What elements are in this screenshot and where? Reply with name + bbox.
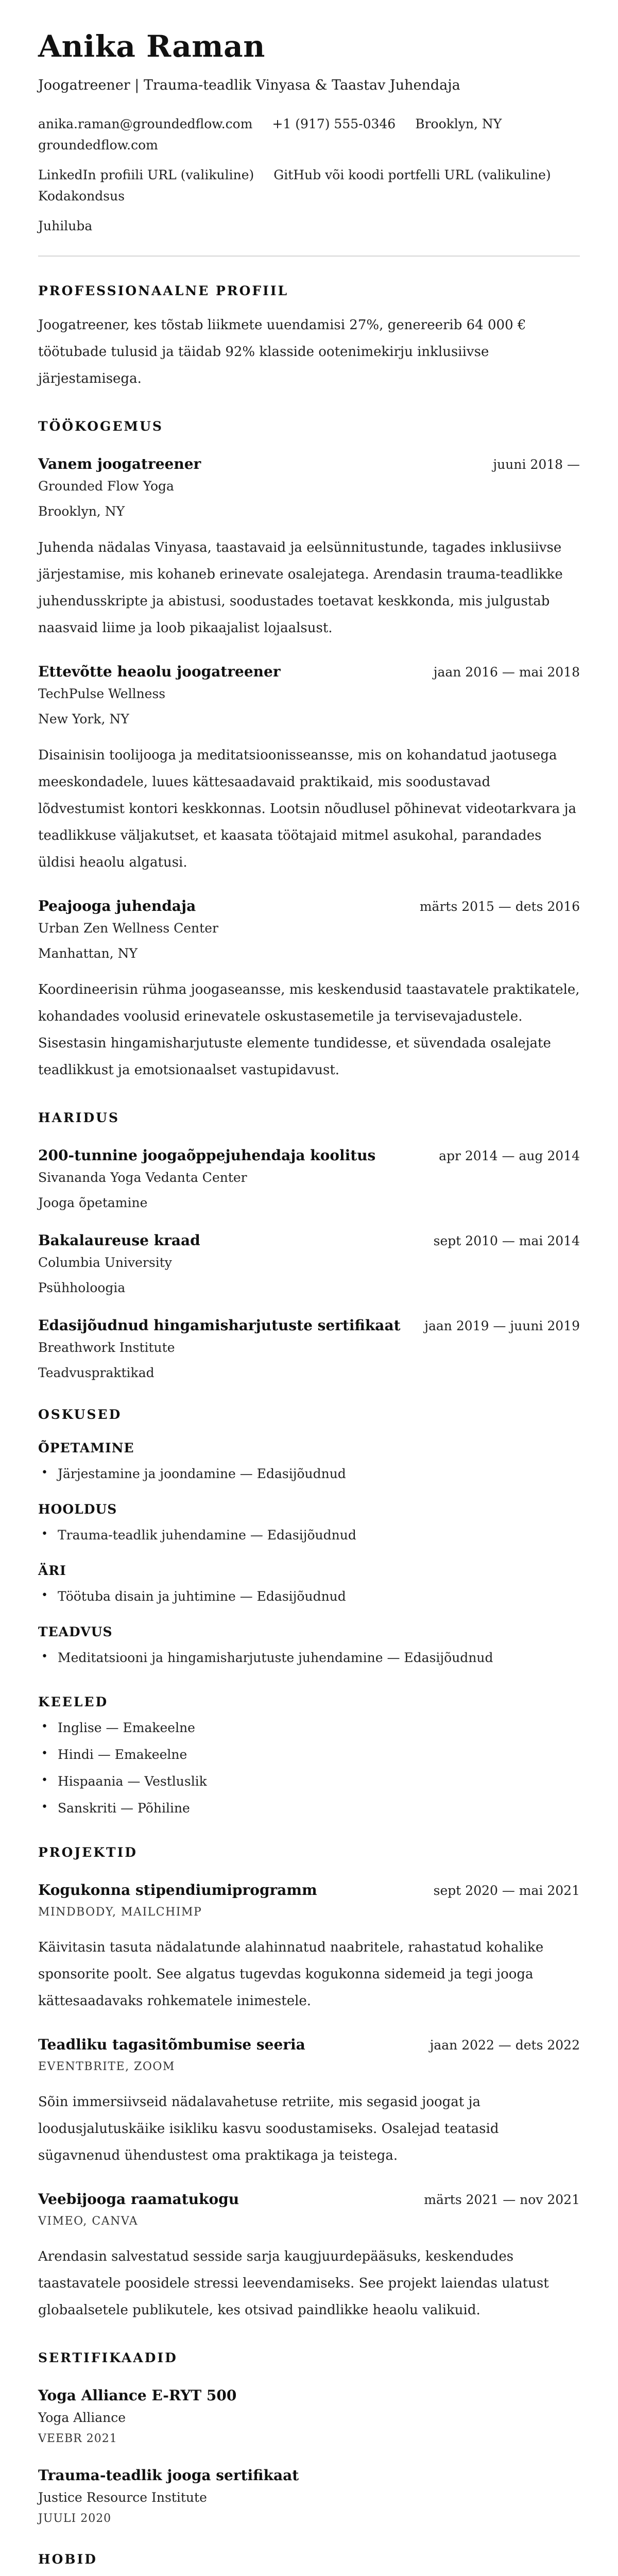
- project-entry: [38, 2191, 580, 2324]
- contact-item: Juhiluba: [38, 218, 92, 235]
- resume-page: [38, 29, 580, 2576]
- contact-item: LinkedIn profiili URL (valikuline): [38, 167, 254, 184]
- education-school: Breathwork Institute: [38, 1340, 580, 1355]
- education-title: Bakalaureuse kraad: [38, 1232, 200, 1249]
- section-experience: [38, 419, 580, 1083]
- header-divider: [38, 256, 580, 257]
- certification-date: JUULI 2020: [38, 2512, 580, 2525]
- certification-entry: [38, 2387, 580, 2445]
- skill-group-label: TEADVUS: [38, 1624, 580, 1639]
- contact-block: [38, 116, 580, 235]
- language-list: [38, 1719, 580, 1818]
- contact-row-1: [38, 116, 580, 154]
- certification-entry: [38, 2467, 580, 2525]
- entry-header: [38, 897, 580, 914]
- entry-header: [38, 1232, 580, 1249]
- education-title: 200-tunnine joogaõppejuhendaja koolitus: [38, 1147, 375, 1164]
- section-languages: [38, 1694, 580, 1818]
- language-item: • Hispaania — Vestluslik: [38, 1772, 580, 1791]
- experience-entry: [38, 897, 580, 1083]
- project-title: Kogukonna stipendiumiprogramm: [38, 1882, 317, 1899]
- job-location: Brooklyn, NY: [38, 504, 580, 519]
- skill-item: • Meditatsiooni ja hingamisharjutuste juhendamine — Edasijõudnud: [38, 1649, 580, 1667]
- section-hobbies: [38, 2552, 580, 2576]
- job-company: TechPulse Wellness: [38, 686, 580, 701]
- certification-title: Trauma-teadlik jooga sertifikaat: [38, 2467, 580, 2484]
- project-entry: [38, 1882, 580, 2014]
- contact-item: GitHub või koodi portfelli URL (valikuline): [273, 167, 551, 184]
- skill-list: [38, 1465, 580, 1483]
- education-entry: [38, 1232, 580, 1295]
- section-projects: [38, 1845, 580, 2324]
- project-tools: MINDBODY, MAILCHIMP: [38, 1906, 580, 1919]
- experience-entry: [38, 455, 580, 641]
- contact-row-2: [38, 167, 580, 205]
- education-entry: [38, 1147, 580, 1210]
- job-description: Koordineerisin rühma joogaseansse, mis keskendusid taastavatele praktikatele, kohandades voolusid erinevatele oskustasemetile ja tervisevajadustele. Sisestasin hingamisharjutuste elemente tundidesse, et süvendada osalejate teadlikkust ja emotsionaalset vastupidavust.: [38, 976, 580, 1083]
- certification-issuer: Justice Resource Institute: [38, 2490, 580, 2505]
- person-title: Joogatreener | Trauma-teadlik Vinyasa & Taastav Juhendaja: [38, 77, 580, 93]
- section-heading-skills: OSKUSED: [38, 1407, 580, 1422]
- job-dates: jaan 2016 — mai 2018: [434, 665, 580, 680]
- section-certifications: [38, 2350, 580, 2525]
- entry-header: [38, 2191, 580, 2208]
- skill-group-mindfulness: [38, 1624, 580, 1667]
- skill-group-care: [38, 1502, 580, 1545]
- language-item: • Sanskriti — Põhiline: [38, 1799, 580, 1818]
- resume-header: [38, 29, 580, 257]
- section-skills: [38, 1407, 580, 1668]
- experience-entry: [38, 663, 580, 876]
- project-title: Teadliku tagasitõmbumise seeria: [38, 2036, 305, 2053]
- contact-item: +1 (917) 555-0346: [272, 116, 396, 133]
- skill-group-label: ÕPETAMINE: [38, 1440, 580, 1455]
- job-title: Vanem joogatreener: [38, 455, 201, 472]
- job-company: Urban Zen Wellness Center: [38, 921, 580, 936]
- skill-item: • Järjestamine ja joondamine — Edasijõudnud: [38, 1465, 580, 1483]
- contact-item: groundedflow.com: [38, 137, 158, 154]
- job-dates: märts 2015 — dets 2016: [420, 899, 580, 914]
- skill-group-label: ÄRI: [38, 1563, 580, 1578]
- contact-item: Kodakondsus: [38, 188, 125, 205]
- education-field: Psühholoogia: [38, 1280, 580, 1295]
- job-title: Peajooga juhendaja: [38, 897, 196, 914]
- project-tools: EVENTBRITE, ZOOM: [38, 2060, 580, 2073]
- certification-title: Yoga Alliance E-RYT 500: [38, 2387, 580, 2404]
- section-profile: [38, 283, 580, 392]
- education-dates: jaan 2019 — juuni 2019: [424, 1318, 580, 1333]
- section-heading-experience: TÖÖKOGEMUS: [38, 419, 580, 434]
- project-entry: [38, 2036, 580, 2169]
- project-tools: VIMEO, CANVA: [38, 2215, 580, 2228]
- education-dates: sept 2010 — mai 2014: [434, 1233, 580, 1248]
- job-dates: juuni 2018 —: [493, 457, 580, 472]
- entry-header: [38, 1317, 580, 1334]
- education-school: Sivananda Yoga Vedanta Center: [38, 1170, 580, 1185]
- skill-group-label: HOOLDUS: [38, 1502, 580, 1517]
- section-heading-projects: PROJEKTID: [38, 1845, 580, 1860]
- profile-text: Joogatreener, kes tõstab liikmete uuendamisi 27%, genereerib 64 000 € töötubade tulusid ja täidab 92% klasside ootenimekirju inklusiivse järjestamisega.: [38, 312, 580, 392]
- skill-group-teaching: [38, 1440, 580, 1483]
- job-title: Ettevõtte heaolu joogatreener: [38, 663, 281, 680]
- person-name: Anika Raman: [38, 29, 580, 64]
- education-entry: [38, 1317, 580, 1380]
- education-school: Columbia University: [38, 1255, 580, 1270]
- section-heading-profile: PROFESSIONAALNE PROFIIL: [38, 283, 580, 298]
- skill-item: • Töötuba disain ja juhtimine — Edasijõudnud: [38, 1587, 580, 1606]
- education-field: Teadvuspraktikad: [38, 1365, 580, 1380]
- certification-issuer: Yoga Alliance: [38, 2410, 580, 2425]
- entry-header: [38, 455, 580, 472]
- entry-header: [38, 663, 580, 680]
- entry-header: [38, 1147, 580, 1164]
- project-description: Sõin immersiivseid nädalavahetuse retriite, mis segasid joogat ja loodusjalutuskäike isikliku kasvu soodustamiseks. Osalejad teatasid sügavnenud ühendustest oma praktikaga ja teistega.: [38, 2089, 580, 2169]
- project-title: Veebijooga raamatukogu: [38, 2191, 239, 2208]
- project-dates: sept 2020 — mai 2021: [434, 1883, 580, 1898]
- project-description: Arendasin salvestatud sesside sarja kaugjuurdepääsuks, keskendudes taastavatele poosidele stressi leevendamiseks. See projekt laiendas ulatust globaalsetele publikutele, kes otsivad paindlikke heaolu valikuid.: [38, 2243, 580, 2324]
- section-heading-certifications: SERTIFIKAADID: [38, 2350, 580, 2365]
- skill-list: [38, 1649, 580, 1667]
- project-dates: märts 2021 — nov 2021: [424, 2192, 580, 2207]
- language-item: • Hindi — Emakeelne: [38, 1745, 580, 1764]
- education-dates: apr 2014 — aug 2014: [439, 1148, 580, 1163]
- skill-list: [38, 1587, 580, 1606]
- section-education: [38, 1110, 580, 1380]
- contact-item: anika.raman@groundedflow.com: [38, 116, 252, 133]
- project-description: Käivitasin tasuta nädalatunde alahinnatud naabritele, rahastatud kohalike sponsorite poolt. See algatus tugevdas kogukonna sidemeid ja tegi jooga kättesaadavaks rohkematele inimestele.: [38, 1934, 580, 2014]
- skill-group-business: [38, 1563, 580, 1606]
- job-description: Juhenda nädalas Vinyasa, taastavaid ja eelsünnitustunde, tagades inklusiivse järjestamise, mis kohaneb erinevate osalejatega. Arendasin trauma-teadlikke juhendusskripte ja abistusi, soodustades toetavat keskkonda, mis julgustab naasvaid liime ja loob pikaajalist lojaalsust.: [38, 534, 580, 641]
- skill-item: • Trauma-teadlik juhendamine — Edasijõudnud: [38, 1526, 580, 1545]
- education-title: Edasijõudnud hingamisharjutuste sertifikaat: [38, 1317, 401, 1334]
- job-location: New York, NY: [38, 711, 580, 726]
- language-item: • Inglise — Emakeelne: [38, 1719, 580, 1737]
- job-location: Manhattan, NY: [38, 946, 580, 961]
- job-company: Grounded Flow Yoga: [38, 479, 580, 494]
- section-heading-languages: KEELED: [38, 1694, 580, 1709]
- contact-item: Brooklyn, NY: [415, 116, 502, 133]
- project-dates: jaan 2022 — dets 2022: [430, 2038, 580, 2053]
- job-description: Disainisin toolijooga ja meditatsioonisseansse, mis on kohandatud jaotusega meeskondadele, luues kättesaadavaid praktikaid, mis soodustavad lõdvestumist kontori keskkonnas. Lootsin nõudlusel põhinevat videotarkvara ja teadlikkuse väljakutset, et kaasata töötajaid mitmel asukohal, parandades üldisi heaolu algatusi.: [38, 742, 580, 876]
- skill-list: [38, 1526, 580, 1545]
- section-heading-hobbies: HOBID: [38, 2552, 580, 2567]
- certification-date: VEEBR 2021: [38, 2432, 580, 2445]
- entry-header: [38, 2036, 580, 2053]
- entry-header: [38, 1882, 580, 1899]
- section-heading-education: HARIDUS: [38, 1110, 580, 1125]
- education-field: Jooga õpetamine: [38, 1195, 580, 1210]
- contact-row-3: [38, 218, 580, 235]
